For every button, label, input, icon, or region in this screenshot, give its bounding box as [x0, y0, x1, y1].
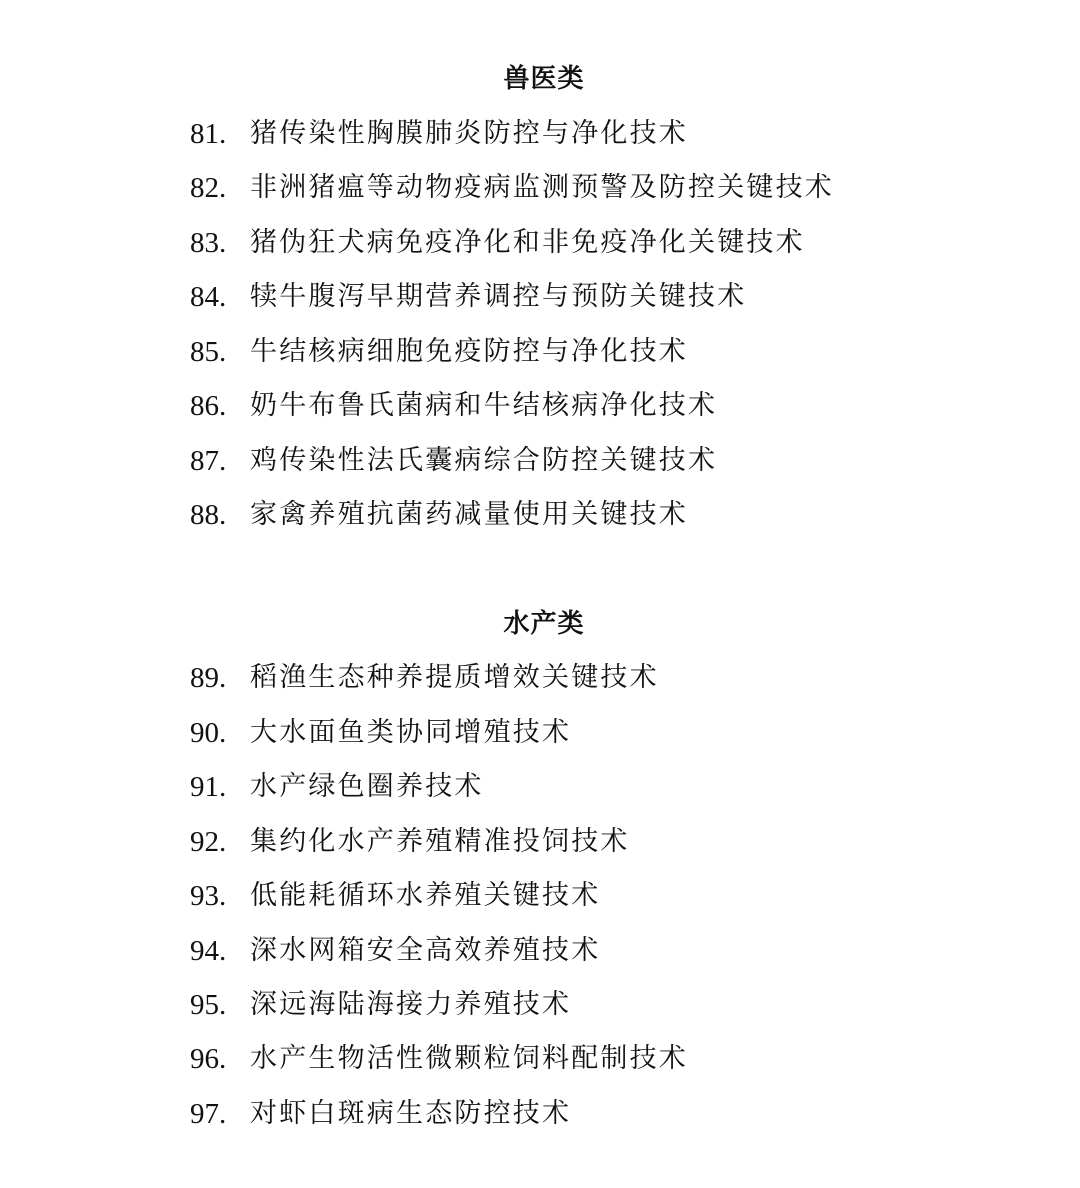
section-title: 水产类: [503, 609, 585, 639]
item-text: 大水面鱼类协同增殖技术: [250, 717, 572, 748]
item-text: 对虾白斑病生态防控技术: [250, 1098, 572, 1129]
item-text: 水产绿色圈养技术: [250, 771, 484, 802]
item-number: 90.: [190, 717, 227, 749]
item-text: 鸡传染性法氏囊病综合防控关键技术: [250, 445, 718, 476]
item-text: 水产生物活性微颗粒饲料配制技术: [250, 1043, 688, 1074]
item-text: 深水网箱安全高效养殖技术: [250, 935, 601, 966]
item-number: 86.: [190, 390, 227, 422]
item-number: 97.: [190, 1098, 227, 1130]
item-number: 88.: [190, 499, 227, 531]
item-text: 集约化水产养殖精准投饲技术: [250, 826, 630, 857]
item-text: 牛结核病细胞免疫防控与净化技术: [250, 336, 688, 367]
item-text: 猪传染性胸膜肺炎防控与净化技术: [250, 118, 688, 149]
item-number: 91.: [190, 771, 227, 803]
item-text: 家禽养殖抗菌药减量使用关键技术: [250, 499, 688, 530]
item-text: 低能耗循环水养殖关键技术: [250, 880, 601, 911]
item-number: 82.: [190, 172, 227, 204]
item-number: 83.: [190, 227, 227, 259]
item-number: 87.: [190, 445, 227, 477]
item-number: 92.: [190, 826, 227, 858]
item-number: 81.: [190, 118, 227, 150]
item-text: 猪伪狂犬病免疫净化和非免疫净化关键技术: [250, 227, 805, 258]
item-number: 94.: [190, 935, 227, 967]
item-number: 95.: [190, 989, 227, 1021]
item-text: 深远海陆海接力养殖技术: [250, 989, 572, 1020]
item-number: 84.: [190, 281, 227, 313]
item-text: 非洲猪瘟等动物疫病监测预警及防控关键技术: [250, 172, 834, 203]
item-number: 85.: [190, 336, 227, 368]
item-number: 93.: [190, 880, 227, 912]
section-title: 兽医类: [503, 64, 585, 94]
item-text: 奶牛布鲁氏菌病和牛结核病净化技术: [250, 390, 718, 421]
item-text: 稻渔生态种养提质增效关键技术: [250, 662, 659, 693]
item-text: 犊牛腹泻早期营养调控与预防关键技术: [250, 281, 747, 312]
item-number: 96.: [190, 1043, 227, 1075]
item-number: 89.: [190, 662, 227, 694]
